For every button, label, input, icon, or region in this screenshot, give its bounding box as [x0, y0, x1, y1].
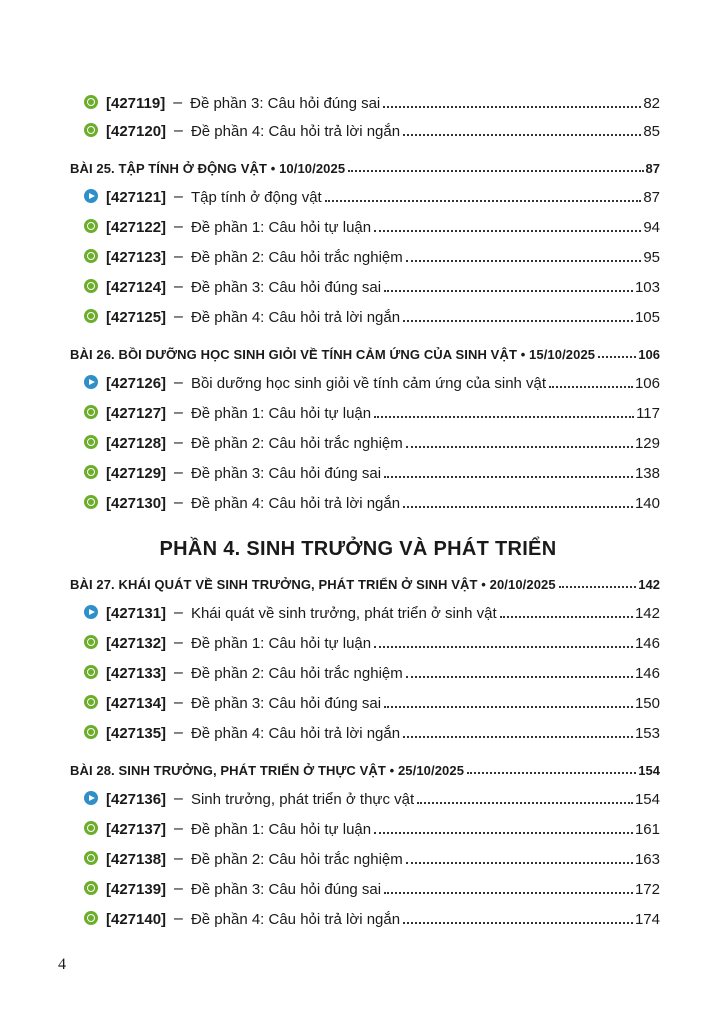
- quiz-clock-icon: [84, 881, 98, 895]
- entry-code: [427134]: [106, 695, 167, 712]
- entry-code: [427128]: [106, 435, 167, 452]
- entry-title: Đề phần 4: Câu hỏi trả lời ngắn: [190, 123, 401, 140]
- entry-page: 94: [643, 219, 660, 236]
- dot-leader: [403, 506, 633, 508]
- entry-page: 103: [634, 279, 660, 296]
- dot-leader: [549, 386, 633, 388]
- separator: –: [174, 634, 183, 651]
- video-play-icon: [84, 189, 98, 203]
- toc-lesson-heading[interactable]: [0, 340, 716, 362]
- dot-leader: [598, 356, 636, 358]
- entry-page: 161: [634, 821, 660, 838]
- entry-code: [427136]: [106, 791, 167, 808]
- quiz-clock-icon: [84, 695, 98, 709]
- separator: –: [174, 820, 183, 837]
- entry-code: [427120]: [106, 123, 167, 140]
- entry-title: Đề phần 1: Câu hỏi tự luận: [190, 405, 372, 422]
- entry-page: 87: [643, 189, 660, 206]
- quiz-clock-icon: [84, 309, 98, 323]
- toc-entry[interactable]: [0, 214, 716, 236]
- separator: –: [174, 404, 183, 421]
- entry-title: Đề phần 1: Câu hỏi tự luận: [190, 635, 372, 652]
- entry-title: Đề phần 2: Câu hỏi trắc nghiệm: [190, 665, 403, 682]
- entry-page: 106: [634, 375, 660, 392]
- entry-page: 140: [634, 495, 660, 512]
- separator: –: [174, 494, 183, 511]
- dot-leader: [406, 446, 633, 448]
- toc-entry[interactable]: [0, 400, 716, 422]
- separator: –: [174, 724, 183, 741]
- separator: –: [174, 188, 183, 205]
- dot-leader: [384, 892, 633, 894]
- quiz-clock-icon: [84, 95, 98, 109]
- quiz-clock-icon: [84, 635, 98, 649]
- dot-leader: [467, 772, 636, 774]
- entry-code: [427124]: [106, 279, 167, 296]
- quiz-clock-icon: [84, 495, 98, 509]
- entry-title: Đề phần 1: Câu hỏi tự luận: [190, 821, 372, 838]
- dot-leader: [384, 476, 633, 478]
- entry-page: 106: [638, 347, 660, 362]
- entry-page: 85: [643, 123, 660, 140]
- entry-code: [427126]: [106, 375, 167, 392]
- entry-code: [427135]: [106, 725, 167, 742]
- toc-entry[interactable]: [0, 184, 716, 206]
- toc-entry[interactable]: [0, 430, 716, 452]
- separator: –: [174, 374, 183, 391]
- toc-entry[interactable]: [0, 786, 716, 808]
- entry-title: Đề phần 4: Câu hỏi trả lời ngắn: [190, 495, 401, 512]
- toc-entry[interactable]: [0, 846, 716, 868]
- quiz-clock-icon: [84, 219, 98, 233]
- entry-page: 105: [634, 309, 660, 326]
- entry-title: Sinh trưởng, phát triển ở thực vật: [190, 791, 415, 808]
- entry-page: 87: [645, 161, 660, 176]
- entry-page: 142: [638, 577, 660, 592]
- entry-page: 174: [634, 911, 660, 928]
- dot-leader: [383, 106, 641, 108]
- entry-title: Đề phần 2: Câu hỏi trắc nghiệm: [190, 249, 403, 266]
- entry-title: Đề phần 2: Câu hỏi trắc nghiệm: [190, 435, 403, 452]
- entry-code: [427121]: [106, 189, 167, 206]
- entry-page: 153: [634, 725, 660, 742]
- entry-page: 172: [634, 881, 660, 898]
- toc-entry[interactable]: [0, 600, 716, 622]
- entry-title: Đề phần 3: Câu hỏi đúng sai: [190, 881, 382, 898]
- entry-code: [427122]: [106, 219, 167, 236]
- separator: –: [174, 604, 183, 621]
- entry-title: Đề phần 1: Câu hỏi tự luận: [190, 219, 372, 236]
- dot-leader: [384, 706, 633, 708]
- dot-leader: [406, 260, 642, 262]
- quiz-clock-icon: [84, 821, 98, 835]
- entry-code: [427137]: [106, 821, 167, 838]
- entry-title: Bồi dưỡng học sinh giỏi về tính cảm ứng của sinh vật: [190, 375, 547, 392]
- dot-leader: [374, 230, 641, 232]
- quiz-clock-icon: [84, 123, 98, 137]
- entry-code: [427127]: [106, 405, 167, 422]
- entry-title: Khái quát về sinh trưởng, phát triển ở sinh vật: [190, 605, 497, 622]
- dot-leader: [500, 616, 633, 618]
- dot-leader: [348, 170, 643, 172]
- quiz-clock-icon: [84, 249, 98, 263]
- entry-code: [427129]: [106, 465, 167, 482]
- entry-page: 146: [634, 665, 660, 682]
- entry-page: 154: [638, 763, 660, 778]
- entry-code: [427140]: [106, 911, 167, 928]
- toc-entry[interactable]: [0, 460, 716, 482]
- toc-entry[interactable]: [0, 370, 716, 392]
- separator: –: [174, 218, 183, 235]
- entry-title: Đề phần 3: Câu hỏi đúng sai: [190, 279, 382, 296]
- toc-entry[interactable]: [0, 490, 716, 512]
- video-play-icon: [84, 375, 98, 389]
- entry-page: 150: [634, 695, 660, 712]
- quiz-clock-icon: [84, 851, 98, 865]
- quiz-clock-icon: [84, 665, 98, 679]
- toc-entry[interactable]: [0, 118, 716, 140]
- separator: –: [174, 308, 183, 325]
- quiz-clock-icon: [84, 465, 98, 479]
- entry-page: 154: [634, 791, 660, 808]
- dot-leader: [406, 676, 633, 678]
- separator: –: [174, 910, 183, 927]
- entry-title: BÀI 27. KHÁI QUÁT VỀ SINH TRƯỞNG, PHÁT TRIỂN Ở SINH VẬT • 20/10/2025: [70, 577, 556, 592]
- toc-entry[interactable]: [0, 244, 716, 266]
- dot-leader: [374, 416, 634, 418]
- page-number: 4: [58, 956, 66, 973]
- quiz-clock-icon: [84, 725, 98, 739]
- toc-entry[interactable]: [0, 906, 716, 928]
- separator: –: [174, 880, 183, 897]
- entry-code: [427138]: [106, 851, 167, 868]
- entry-title: BÀI 28. SINH TRƯỞNG, PHÁT TRIỂN Ở THỰC VẬT • 25/10/2025: [70, 763, 465, 778]
- toc-entry[interactable]: [0, 274, 716, 296]
- quiz-clock-icon: [84, 911, 98, 925]
- entry-code: [427130]: [106, 495, 167, 512]
- separator: –: [174, 664, 183, 681]
- video-play-icon: [84, 605, 98, 619]
- dot-leader: [559, 586, 637, 588]
- toc-entry[interactable]: [0, 876, 716, 898]
- part-title: PHẦN 4. SINH TRƯỞNG VÀ PHÁT TRIỂN: [159, 538, 557, 560]
- quiz-clock-icon: [84, 279, 98, 293]
- entry-page: 82: [643, 95, 660, 112]
- entry-page: 142: [634, 605, 660, 622]
- entry-code: [427133]: [106, 665, 167, 682]
- quiz-clock-icon: [84, 435, 98, 449]
- dot-leader: [384, 290, 633, 292]
- entry-code: [427123]: [106, 249, 167, 266]
- toc-lesson-heading[interactable]: [0, 756, 716, 778]
- entry-code: [427132]: [106, 635, 167, 652]
- entry-title: BÀI 25. TẬP TÍNH Ở ĐỘNG VẬT • 10/10/2025: [70, 161, 346, 176]
- entry-title: BÀI 26. BỒI DƯỠNG HỌC SINH GIỎI VỀ TÍNH CẢM ỨNG CỦA SINH VẬT • 15/10/2025: [70, 347, 596, 362]
- dot-leader: [406, 862, 633, 864]
- entry-page: 129: [634, 435, 660, 452]
- toc-entry[interactable]: [0, 630, 716, 652]
- entry-code: [427131]: [106, 605, 167, 622]
- dot-leader: [374, 832, 633, 834]
- dot-leader: [403, 922, 633, 924]
- dot-leader: [403, 134, 641, 136]
- entry-page: 163: [634, 851, 660, 868]
- separator: –: [174, 694, 183, 711]
- separator: –: [174, 278, 183, 295]
- dot-leader: [403, 736, 633, 738]
- entry-page: 117: [636, 405, 660, 422]
- toc-entry[interactable]: [0, 90, 716, 112]
- entry-code: [427139]: [106, 881, 167, 898]
- dot-leader: [374, 646, 633, 648]
- entry-title: Đề phần 2: Câu hỏi trắc nghiệm: [190, 851, 403, 868]
- toc-entry[interactable]: [0, 304, 716, 326]
- video-play-icon: [84, 791, 98, 805]
- toc-entry[interactable]: [0, 690, 716, 712]
- separator: –: [173, 94, 183, 111]
- toc-entry[interactable]: [0, 720, 716, 742]
- entry-title: Đề phần 3: Câu hỏi đúng sai: [190, 465, 382, 482]
- entry-title: Đề phần 3: Câu hỏi đúng sai: [190, 695, 382, 712]
- toc-entry[interactable]: [0, 816, 716, 838]
- entry-title: Đề phần 4: Câu hỏi trả lời ngắn: [190, 911, 401, 928]
- entry-page: 146: [634, 635, 660, 652]
- separator: –: [174, 850, 183, 867]
- separator: –: [174, 790, 183, 807]
- separator: –: [174, 464, 183, 481]
- toc-entry[interactable]: [0, 660, 716, 682]
- entry-title: Đề phần 4: Câu hỏi trả lời ngắn: [190, 309, 401, 326]
- separator: –: [174, 122, 183, 139]
- quiz-clock-icon: [84, 405, 98, 419]
- dot-leader: [325, 200, 642, 202]
- dot-leader: [417, 802, 633, 804]
- separator: –: [174, 248, 183, 265]
- entry-code: [427119]: [106, 95, 166, 112]
- entry-title: Đề phần 3: Câu hỏi đúng sai: [190, 95, 381, 112]
- toc-lesson-heading[interactable]: [0, 154, 716, 176]
- entry-page: 138: [634, 465, 660, 482]
- dot-leader: [403, 320, 633, 322]
- toc-lesson-heading[interactable]: [0, 570, 716, 592]
- entry-page: 95: [643, 249, 660, 266]
- entry-title: Đề phần 4: Câu hỏi trả lời ngắn: [190, 725, 401, 742]
- separator: –: [174, 434, 183, 451]
- entry-title: Tập tính ở động vật: [190, 189, 322, 206]
- entry-code: [427125]: [106, 309, 167, 326]
